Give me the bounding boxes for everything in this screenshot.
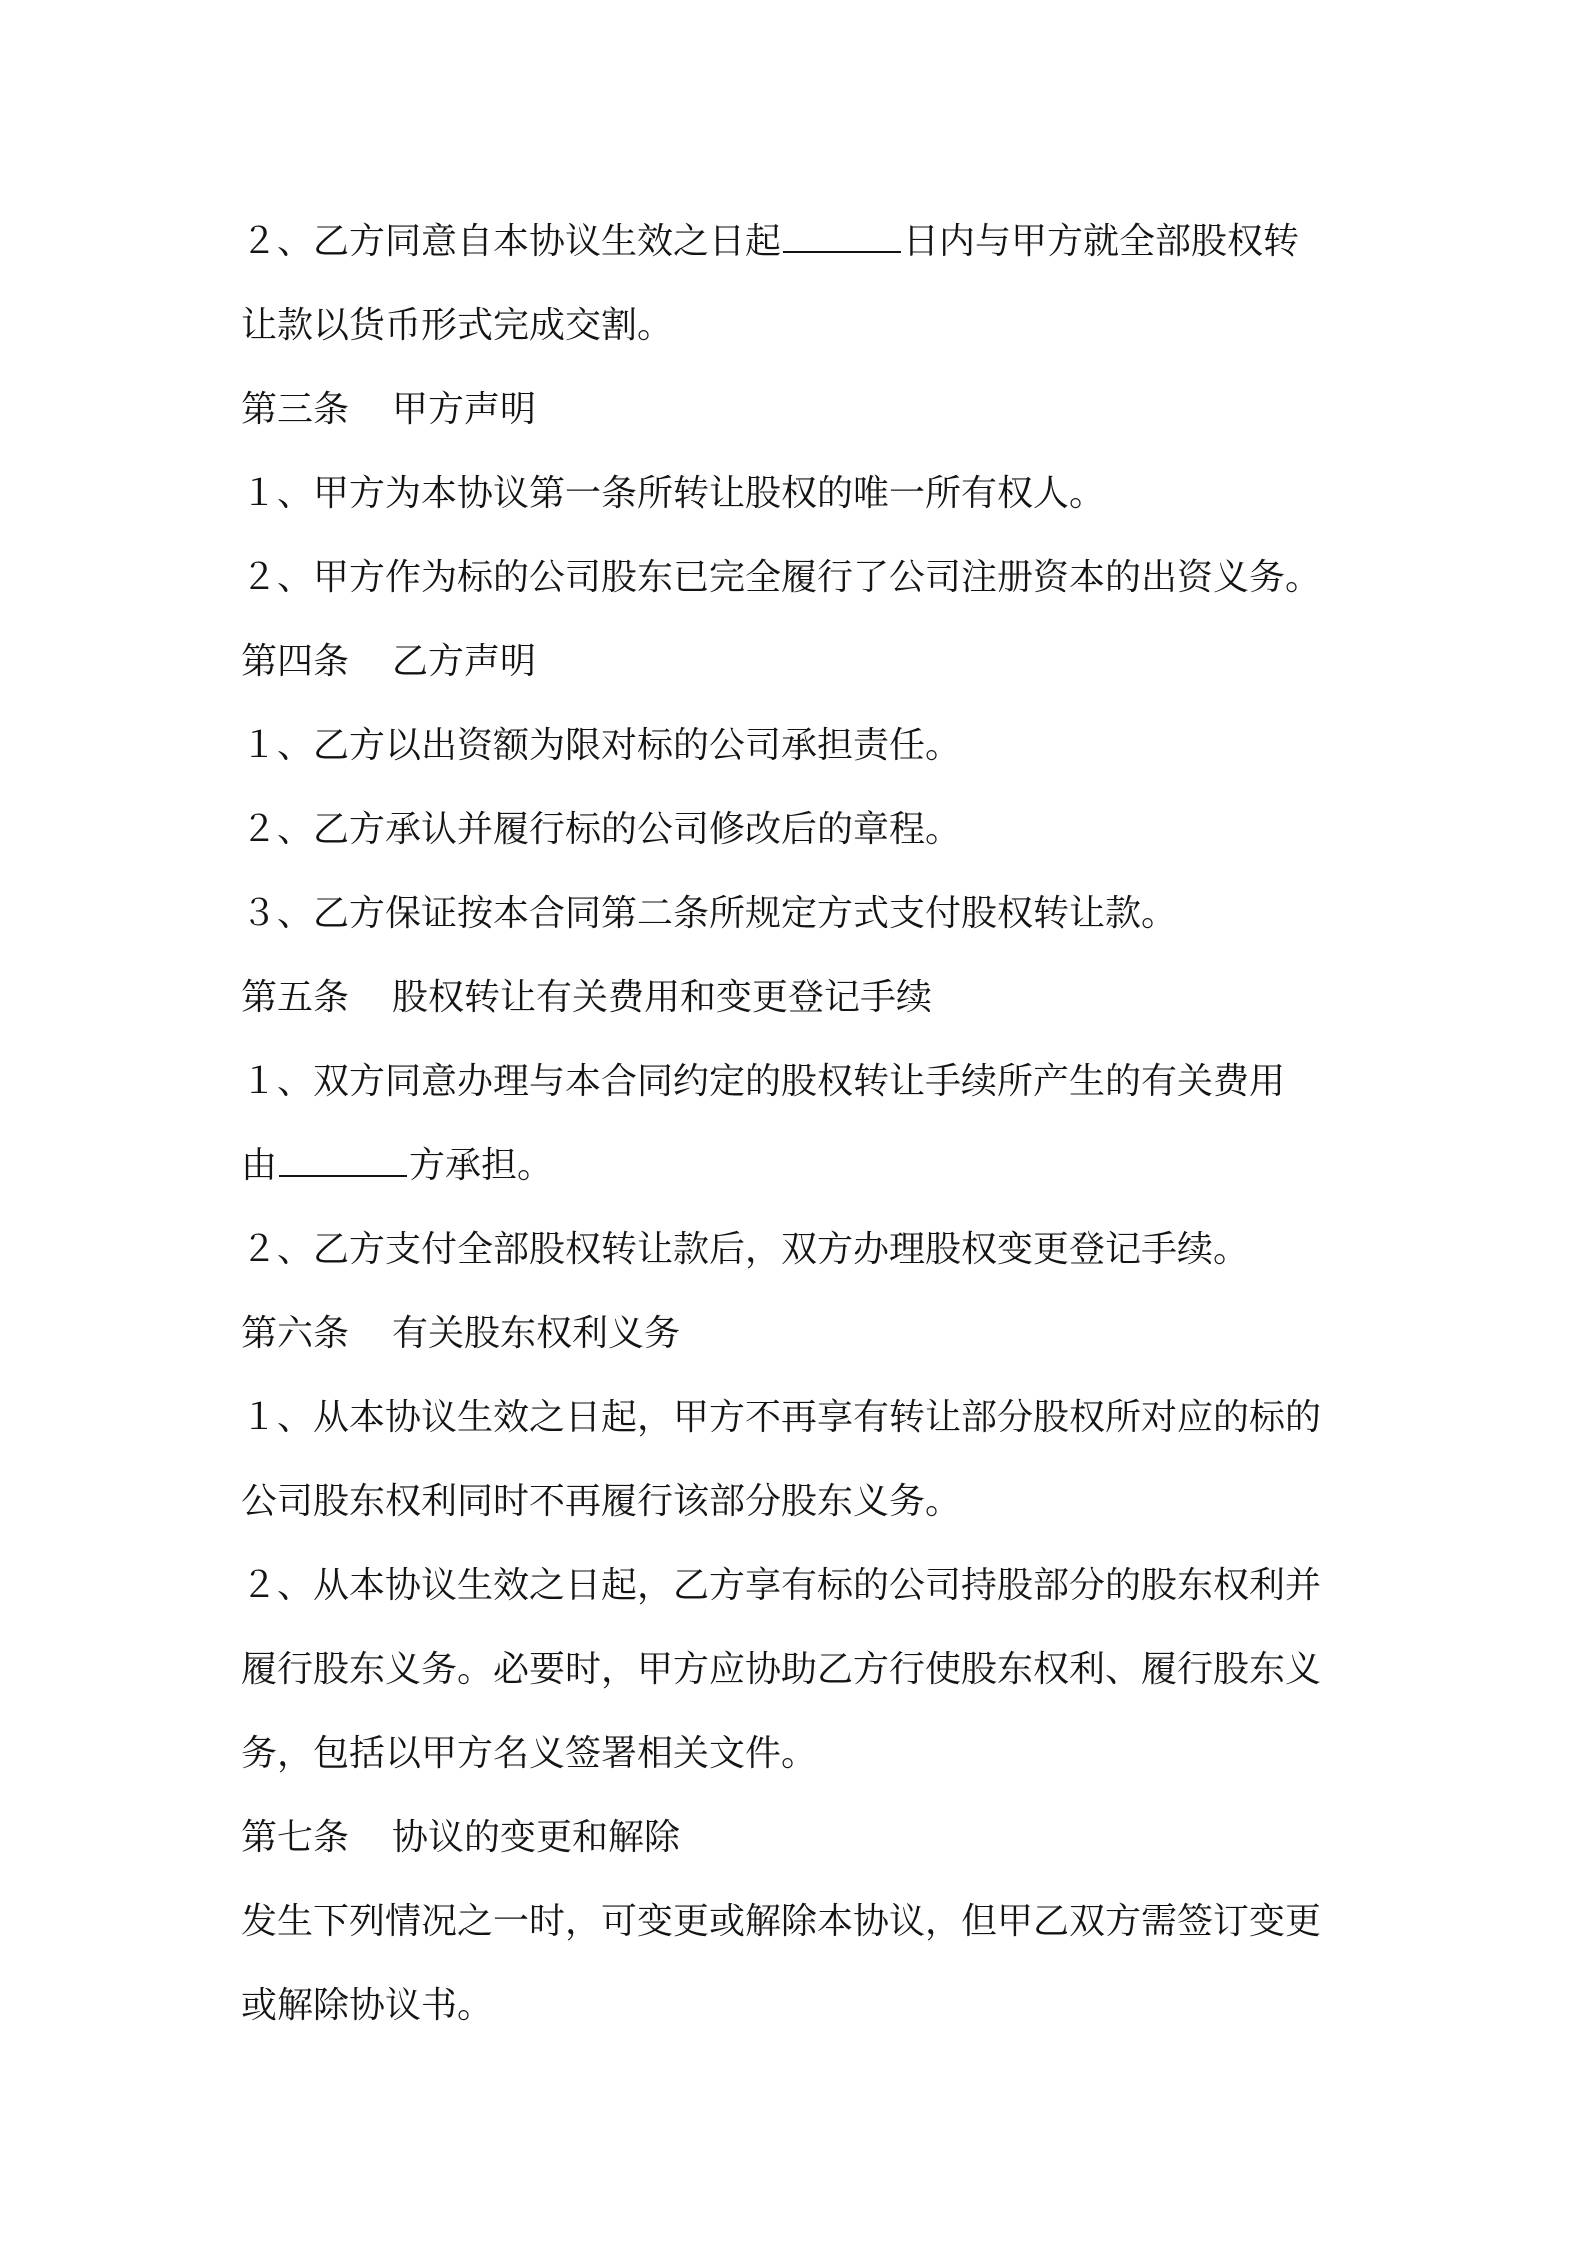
- clause-text: 公司股东权利同时不再履行该部分股东义务。: [241, 1481, 962, 1522]
- clause-4-2: [241, 788, 1366, 872]
- article-6-heading: [241, 1292, 1366, 1376]
- clause-text: ２、乙方承认并履行标的公司修改后的章程。: [241, 809, 962, 850]
- article-number: 第七条: [241, 1817, 350, 1858]
- clause-text: 让款以货币形式完成交割。: [241, 305, 674, 346]
- article-title: 乙方声明: [392, 641, 537, 682]
- article-4-heading: [241, 620, 1366, 704]
- clause-text: 方承担。: [409, 1145, 554, 1186]
- clause-text: ３、乙方保证按本合同第二条所规定方式支付股权转让款。: [241, 893, 1178, 934]
- article-number: 第三条: [241, 389, 350, 430]
- clause-7-intro-line-2: [241, 1964, 1366, 2048]
- clause-text: １、甲方为本协议第一条所转让股权的唯一所有权人。: [241, 473, 1106, 514]
- blank-days-field: [783, 221, 901, 253]
- clause-text: 务，包括以甲方名义签署相关文件。: [241, 1733, 818, 1774]
- clause-4-1: [241, 704, 1366, 788]
- clause-2-2-line-2: [241, 284, 1366, 368]
- clause-text: １、双方同意办理与本合同约定的股权转让手续所产生的有关费用: [241, 1061, 1286, 1102]
- article-number: 第四条: [241, 641, 350, 682]
- clause-3-1: [241, 452, 1366, 536]
- article-number: 第六条: [241, 1313, 350, 1354]
- clause-text: 发生下列情况之一时，可变更或解除本协议，但甲乙双方需签订变更: [241, 1901, 1322, 1942]
- clause-2-2-line-1: [241, 200, 1366, 284]
- clause-5-1-line-2: [241, 1124, 1366, 1208]
- clause-text: ２、乙方支付全部股权转让款后，双方办理股权变更登记手续。: [241, 1229, 1250, 1270]
- article-number: 第五条: [241, 977, 350, 1018]
- clause-text: 由: [241, 1145, 278, 1186]
- clause-text: ２、从本协议生效之日起，乙方享有标的公司持股部分的股东权利并: [241, 1565, 1322, 1606]
- article-title: 协议的变更和解除: [392, 1817, 681, 1858]
- clause-text: １、从本协议生效之日起，甲方不再享有转让部分股权所对应的标的: [241, 1397, 1322, 1438]
- clause-3-2: [241, 536, 1366, 620]
- clause-5-1-line-1: [241, 1040, 1366, 1124]
- clause-4-3: [241, 872, 1366, 956]
- clause-text: ２、甲方作为标的公司股东已完全履行了公司注册资本的出资义务。: [241, 557, 1322, 598]
- clause-text: 或解除协议书。: [241, 1985, 494, 2026]
- clause-5-2: [241, 1208, 1366, 1292]
- clause-6-1-line-1: [241, 1376, 1366, 1460]
- clause-text: 日内与甲方就全部股权转: [903, 221, 1300, 262]
- article-7-heading: [241, 1796, 1366, 1880]
- clause-6-2-line-3: [241, 1712, 1366, 1796]
- clause-6-2-line-1: [241, 1544, 1366, 1628]
- clause-6-1-line-2: [241, 1460, 1366, 1544]
- blank-party-field: [279, 1145, 407, 1177]
- article-title: 股权转让有关费用和变更登记手续: [392, 977, 933, 1018]
- clause-text: 履行股东义务。必要时，甲方应协助乙方行使股东权利、履行股东义: [241, 1649, 1322, 1690]
- article-3-heading: [241, 368, 1366, 452]
- clause-text: ２、乙方同意自本协议生效之日起: [241, 221, 782, 262]
- document-body: [241, 200, 1366, 2048]
- clause-6-2-line-2: [241, 1628, 1366, 1712]
- article-title: 有关股东权利义务: [392, 1313, 681, 1354]
- clause-7-intro-line-1: [241, 1880, 1366, 1964]
- article-title: 甲方声明: [392, 389, 537, 430]
- article-5-heading: [241, 956, 1366, 1040]
- clause-text: １、乙方以出资额为限对标的公司承担责任。: [241, 725, 962, 766]
